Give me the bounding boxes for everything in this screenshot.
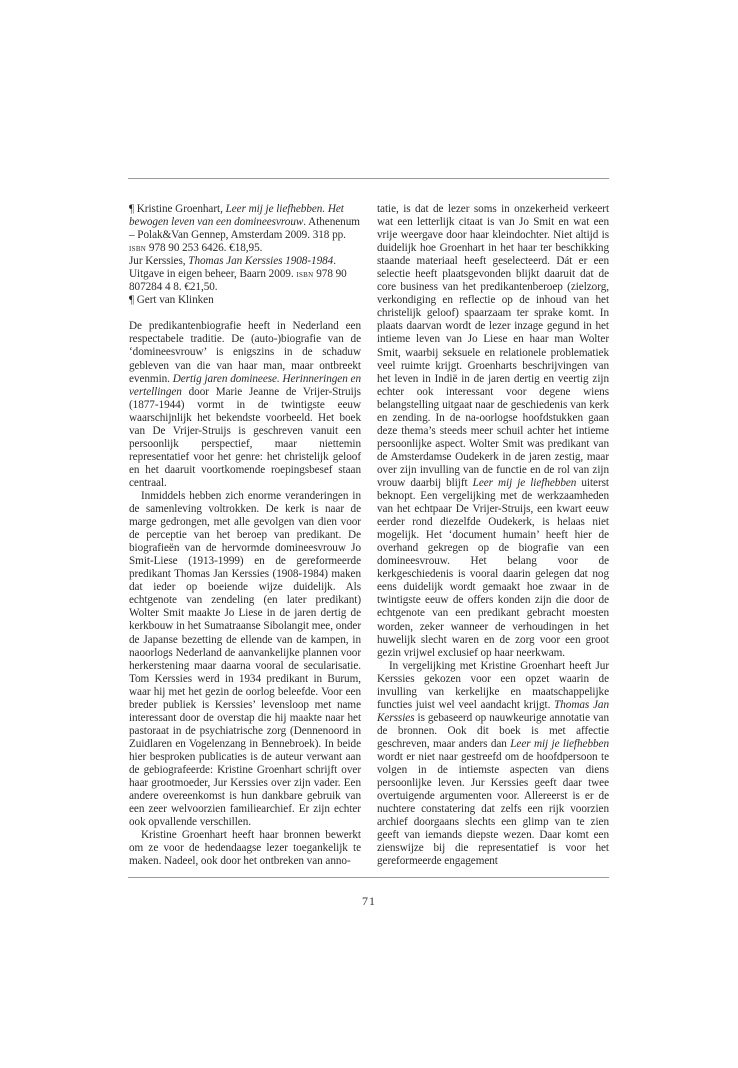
paragraph-comparison [377, 660, 609, 869]
isbn-label: isbn [296, 269, 314, 281]
book-references [129, 203, 361, 307]
reference-author: Kristine Groenhart, [136, 203, 226, 215]
reference-publisher: . Uitgave in eigen beheer, Baarn 2009. [129, 255, 336, 281]
page-number: 71 [362, 894, 376, 908]
reference-groenhart [129, 203, 361, 255]
text: In vergelijking met Kristine Groenhart heeft Jur Kerssies gekozen voor een opzet waarin de invulling van kerkelijke en maatschappelijke functies juist wel veel aandacht krijgt. [377, 659, 609, 711]
text: is gebaseerd op nauwkeurige annotatie van de bronnen. Ook dit boek is met affectie geschreven, maar anders dan [377, 711, 609, 750]
book-title: Leer mij je liefhebben [472, 476, 577, 489]
reference-isbn: 978 90 807284 4 8. €21,50. [129, 268, 347, 294]
text: tatie, is dat de lezer soms in onzekerheid verkeert wat een letterlijk citaat is van Jo Smit en wat een vrije weergave door haar kleindochter. Niet altijd is duidelijk hoe Groenhart in het haar ter beschikking staande materiaal heeft geselecteerd. Dát er een selectie heeft plaatsgevonden blijkt daaruit dat de core business van het predikantenberoep (zielzorg, verkondiging en reflectie op de inhoud van het christelijk geloof) spaarzaam ter sprake komt. In plaats daarvan wordt de lezer inzage gegund in het intieme leven van Jo Liese en haar man Wolter Smit, waarbij seksuele en relationele problematiek veel ruimte krijgt. Groenharts beschrijvingen van het leven in Indië in de jaren dertig en veertig zijn echter ook interessant voor degene wiens belangstelling uitgaat naar de geschiedenis van kerk en zending. In de na-oorlogse hoofdstukken gaan deze thema’s steeds meer schuil achter het intieme persoonlijke aspect. Wolter Smit was predikant van de Amsterdamse Oudekerk in de jaren zestig, maar over zijn invulling van de functie en de rol van zijn vrouw daarbij blijft [377, 203, 609, 489]
text: door Marie Jeanne de Vrijer-Struijs (1877-1944) vormt in de twintigste eeuw waarschijnlijk het bekendste voorbeeld. Het boek van De Vrijer-Struijs is geschreven vanuit een persoonlijk perspectief, maar niettemin representatief voor het genre: het christelijk geloof en het daaruit voortkomende roepingsbesef staan centraal. [129, 385, 361, 489]
paragraph-continuation [377, 203, 609, 660]
paragraph-changes: Inmiddels hebben zich enorme veranderingen in de samenleving voltrokken. De kerk is naar de marge gedrongen, met alle gevolgen van dien voor de perceptie van het beroep van predikant. De biografieën van de hervormde domineesvrouw Jo Smit-Liese (1913-1999) en de gereformeerde predikant Thomas Jan Kerssies (1908-1984) maken dat ieder op boeiende wijze duidelijk. Als echtgenote van zendeling (en later predikant) Wolter Smit maakte Jo Liese in de jaren dertig de kerkbouw in het Sumatraanse Sibolangit mee, onder de Japanse bezetting de ellende van de kampen, in naoorlogs Nederland de aanvankelijke plannen voor herkerstening maar daarna vooral de secularisatie. Tom Kerssies werd in 1934 predikant in Burum, waar hij met het gezin de oorlog beleefde. Voor een breder publiek is Kerssies’ levensloop met name interessant door de overstap die hij maakte naar het pastoraat in de psychiatrische zorg (Dennenoord in Zuidlaren en Vogelenzang in Bennebroek). In beide hier besproken publicaties is de auteur verwant aan de gebiografeerde: Kristine Groenhart schrijft over haar grootmoeder, Jur Kerssies over zijn vader. Een andere overeenkomst is hun dankbare gebruik van een zeer welvoorzien familiearchief. Er zijn echter ook opvallende verschillen. [129, 489, 361, 829]
reference-isbn: 978 90 253 6426. €18,95. [146, 242, 263, 255]
reference-publisher: . Athenenum – Polak&Van Gennep, Amsterdam 2009. 318 pp. [129, 216, 360, 242]
text: De predikantenbiografie heeft in Nederland een respectabele traditie. De (auto-)biografie van de ‘domineesvrouw’ is enigszins in de schaduw gebleven van die van haar man, maar ontbreekt evenmin. [129, 320, 361, 385]
right-column [377, 203, 609, 868]
reference-title: Leer mij je liefhebben. Het bewogen leven van een domineesvrouw [129, 203, 344, 229]
book-title: Thomas Jan Kerssies [377, 698, 609, 724]
text: wordt er niet naar gestreefd om de hoofdpersoon te volgen in de intiemste aspecten van diens persoonlijke leven. Jur Kerssies geeft daar twee overtuigende argumenten voor. Allereerst is er de nuchtere constatering dat zelfs een rijk voorzien archief doorgaans slechts een glimp van te zien geeft van iemands diepste wezen. Daar komt een zienswijze bij die representatief is voor het gereformeerde engagement [377, 750, 609, 868]
left-column [129, 203, 361, 868]
book-title: Leer mij je liefhebben [510, 737, 609, 750]
reference-title: Thomas Jan Kerssies 1908-1984 [188, 255, 334, 268]
paragraph-intro [129, 320, 361, 490]
book-title: Dertig jaren domineese. Herinneringen en vertellingen [129, 372, 361, 398]
reference-author: Jur Kerssies, [129, 255, 189, 268]
isbn-label: isbn [129, 243, 147, 255]
paragraph-groenhart-sources: Kristine Groenhart heeft haar bronnen bewerkt om ze voor de hedendaagse lezer toegankelijk te maken. Nadeel, ook door het ontbreken van anno- [129, 829, 361, 868]
reviewer-name: ¶ Gert van Klinken [129, 294, 214, 307]
pilcrow: ¶ [129, 203, 137, 215]
bottom-rule [128, 877, 609, 878]
reference-kerssies [129, 255, 361, 294]
top-rule [128, 178, 609, 179]
text: uiterst beknopt. Een vergelijking met de werkzaamheden van het echtpaar De Vrijer-Struijs, een kwart eeuw eerder rond diezelfde Oudekerk, is helaas niet mogelijk. Het ‘document humain’ heeft hier de overhand gekregen op de biografie van een domineesvrouw. Het belang voor de kerkgeschiedenis is vooral daarin gelegen dat nog eens duidelijk wordt gemaakt hoe zwaar in de twintigste eeuw de offers konden zijn die door de echtgenote van een predikant gebracht moesten worden, zeker wanneer de verhoudingen in het huwelijk slecht waren en de zorg voor een groot gezin vrijwel exclusief op haar neerkwam. [377, 476, 609, 659]
